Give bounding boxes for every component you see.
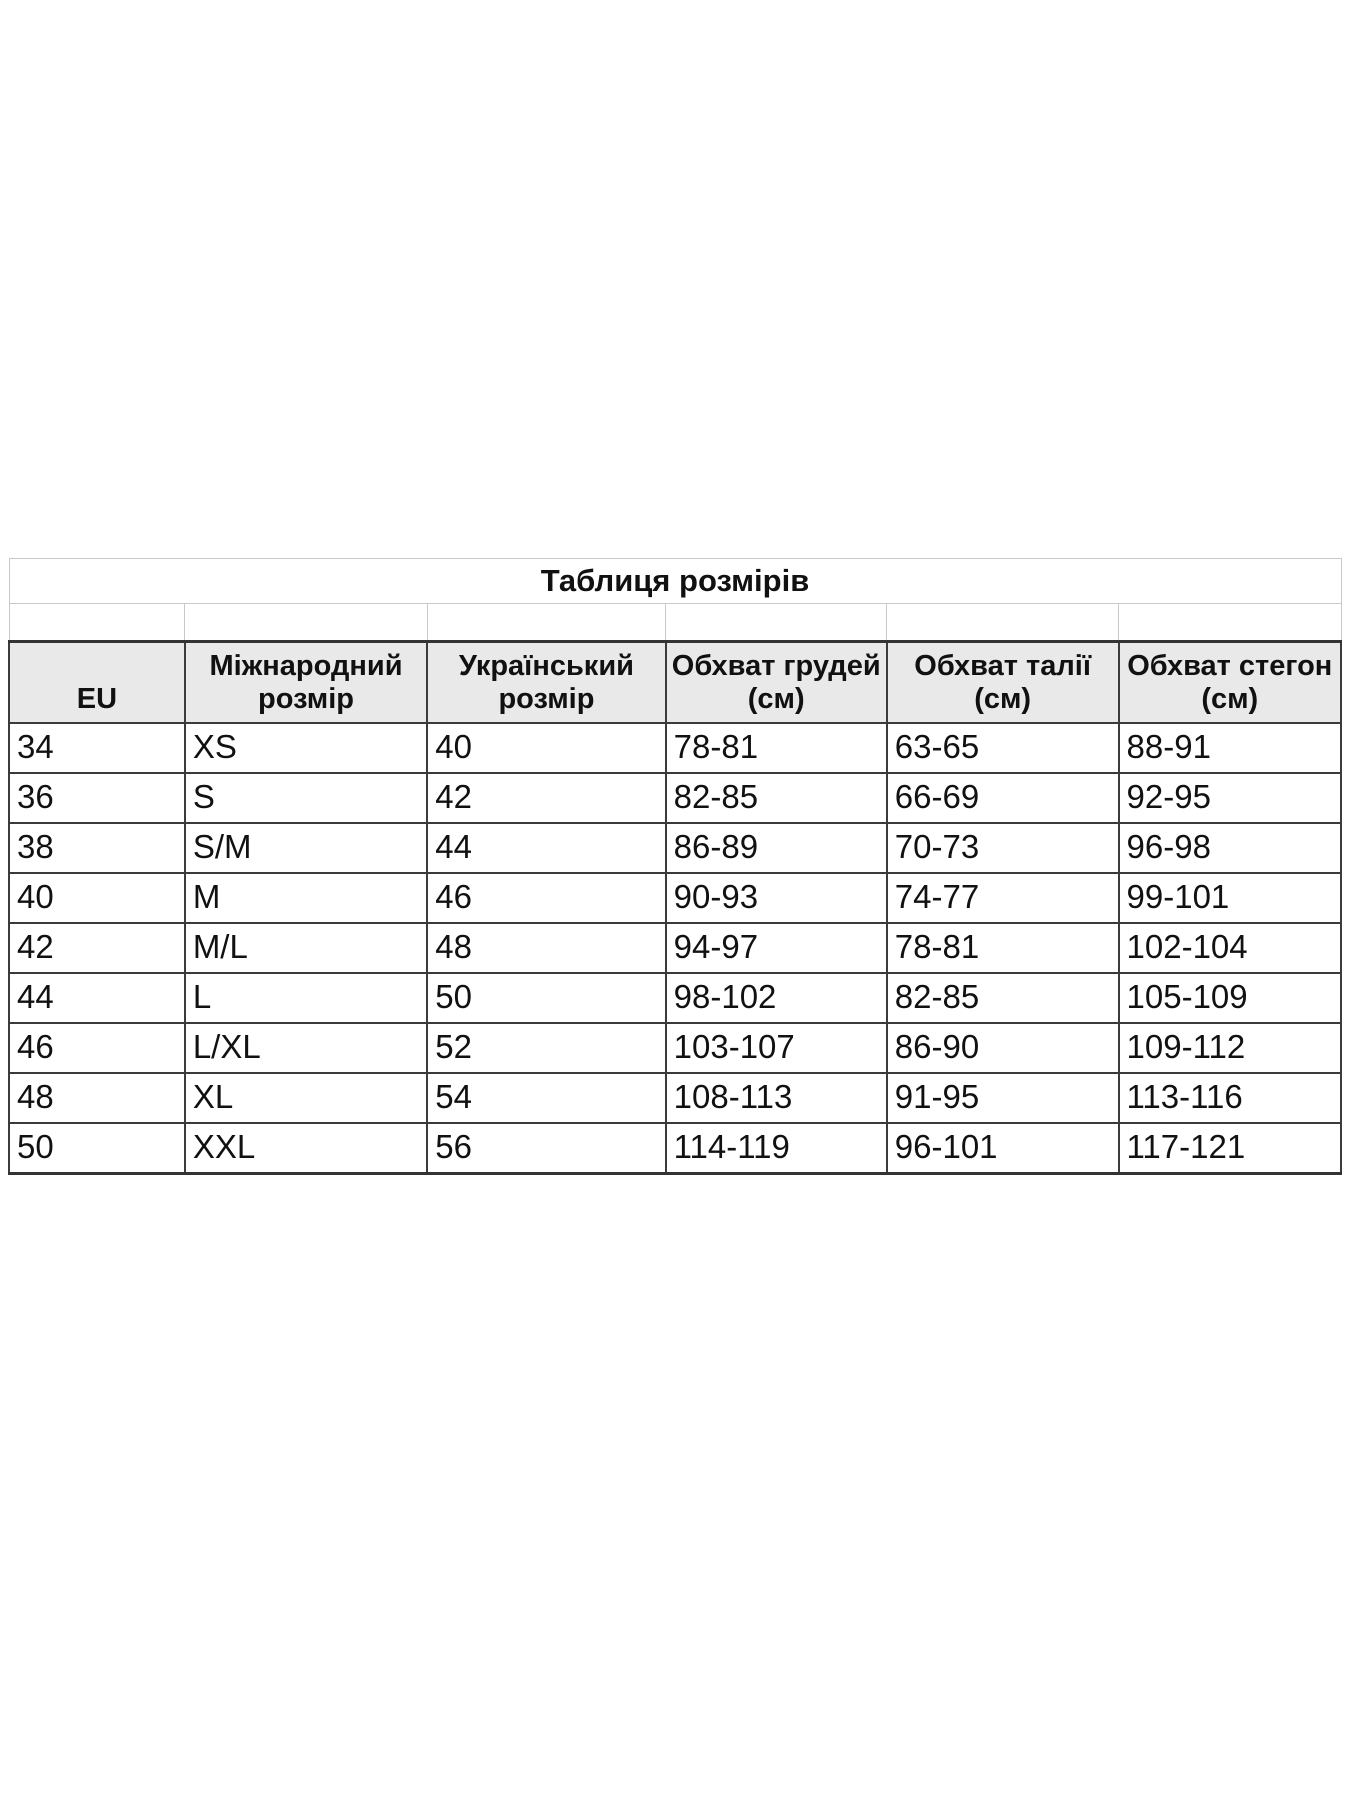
table-cell: 96-98 bbox=[1119, 823, 1341, 873]
table-cell: 50 bbox=[9, 1123, 185, 1174]
spacer-cell bbox=[1119, 604, 1341, 642]
table-cell: 34 bbox=[9, 723, 185, 773]
table-cell: 54 bbox=[427, 1073, 665, 1123]
table-spacer-row bbox=[9, 604, 1341, 642]
table-cell: 44 bbox=[427, 823, 665, 873]
table-row bbox=[9, 1073, 1341, 1123]
table-cell: 105-109 bbox=[1119, 973, 1341, 1023]
table-row bbox=[9, 773, 1341, 823]
spacer-cell bbox=[887, 604, 1119, 642]
table-cell: 91-95 bbox=[887, 1073, 1119, 1123]
table-cell: M bbox=[185, 873, 427, 923]
column-header: Обхват грудей (см) bbox=[666, 642, 887, 724]
column-header: Обхват талії (см) bbox=[887, 642, 1119, 724]
table-cell: L/XL bbox=[185, 1023, 427, 1073]
table-cell: 38 bbox=[9, 823, 185, 873]
table-cell: 90-93 bbox=[666, 873, 887, 923]
table-cell: 74-77 bbox=[887, 873, 1119, 923]
table-cell: 99-101 bbox=[1119, 873, 1341, 923]
table-cell: S/M bbox=[185, 823, 427, 873]
table-cell: 70-73 bbox=[887, 823, 1119, 873]
table-cell: L bbox=[185, 973, 427, 1023]
table-cell: 102-104 bbox=[1119, 923, 1341, 973]
table-cell: 109-112 bbox=[1119, 1023, 1341, 1073]
table-cell: 96-101 bbox=[887, 1123, 1119, 1174]
table-cell: 63-65 bbox=[887, 723, 1119, 773]
table-cell: 50 bbox=[427, 973, 665, 1023]
table-cell: 40 bbox=[427, 723, 665, 773]
table-cell: 86-90 bbox=[887, 1023, 1119, 1073]
size-chart-table bbox=[8, 558, 1342, 1175]
table-cell: XS bbox=[185, 723, 427, 773]
table-cell: M/L bbox=[185, 923, 427, 973]
table-cell: 114-119 bbox=[666, 1123, 887, 1174]
size-chart bbox=[8, 558, 1342, 1175]
table-cell: 98-102 bbox=[666, 973, 887, 1023]
column-header: Міжнародний розмір bbox=[185, 642, 427, 724]
table-cell: S bbox=[185, 773, 427, 823]
table-row bbox=[9, 973, 1341, 1023]
table-row bbox=[9, 1023, 1341, 1073]
table-cell: XXL bbox=[185, 1123, 427, 1174]
table-cell: XL bbox=[185, 1073, 427, 1123]
spacer-cell bbox=[185, 604, 427, 642]
table-row bbox=[9, 723, 1341, 773]
table-cell: 103-107 bbox=[666, 1023, 887, 1073]
column-header: Обхват стегон (см) bbox=[1119, 642, 1341, 724]
table-title-row bbox=[9, 559, 1341, 604]
table-cell: 82-85 bbox=[887, 973, 1119, 1023]
spacer-cell bbox=[666, 604, 887, 642]
table-cell: 36 bbox=[9, 773, 185, 823]
table-cell: 42 bbox=[427, 773, 665, 823]
table-cell: 94-97 bbox=[666, 923, 887, 973]
column-header: Український розмір bbox=[427, 642, 665, 724]
table-title: Таблиця розмірів bbox=[9, 559, 1341, 604]
table-cell: 78-81 bbox=[887, 923, 1119, 973]
table-cell: 48 bbox=[9, 1073, 185, 1123]
table-cell: 66-69 bbox=[887, 773, 1119, 823]
table-row bbox=[9, 873, 1341, 923]
spacer-cell bbox=[9, 604, 185, 642]
table-row bbox=[9, 1123, 1341, 1174]
table-cell: 56 bbox=[427, 1123, 665, 1174]
column-header: EU bbox=[9, 642, 185, 724]
table-cell: 113-116 bbox=[1119, 1073, 1341, 1123]
spacer-cell bbox=[427, 604, 665, 642]
table-cell: 44 bbox=[9, 973, 185, 1023]
table-cell: 46 bbox=[9, 1023, 185, 1073]
table-cell: 42 bbox=[9, 923, 185, 973]
table-cell: 52 bbox=[427, 1023, 665, 1073]
table-cell: 92-95 bbox=[1119, 773, 1341, 823]
table-cell: 108-113 bbox=[666, 1073, 887, 1123]
table-header-row bbox=[9, 642, 1341, 724]
table-cell: 86-89 bbox=[666, 823, 887, 873]
table-cell: 78-81 bbox=[666, 723, 887, 773]
table-row bbox=[9, 923, 1341, 973]
table-row bbox=[9, 823, 1341, 873]
table-cell: 88-91 bbox=[1119, 723, 1341, 773]
table-cell: 46 bbox=[427, 873, 665, 923]
table-cell: 48 bbox=[427, 923, 665, 973]
table-cell: 117-121 bbox=[1119, 1123, 1341, 1174]
table-cell: 40 bbox=[9, 873, 185, 923]
table-cell: 82-85 bbox=[666, 773, 887, 823]
